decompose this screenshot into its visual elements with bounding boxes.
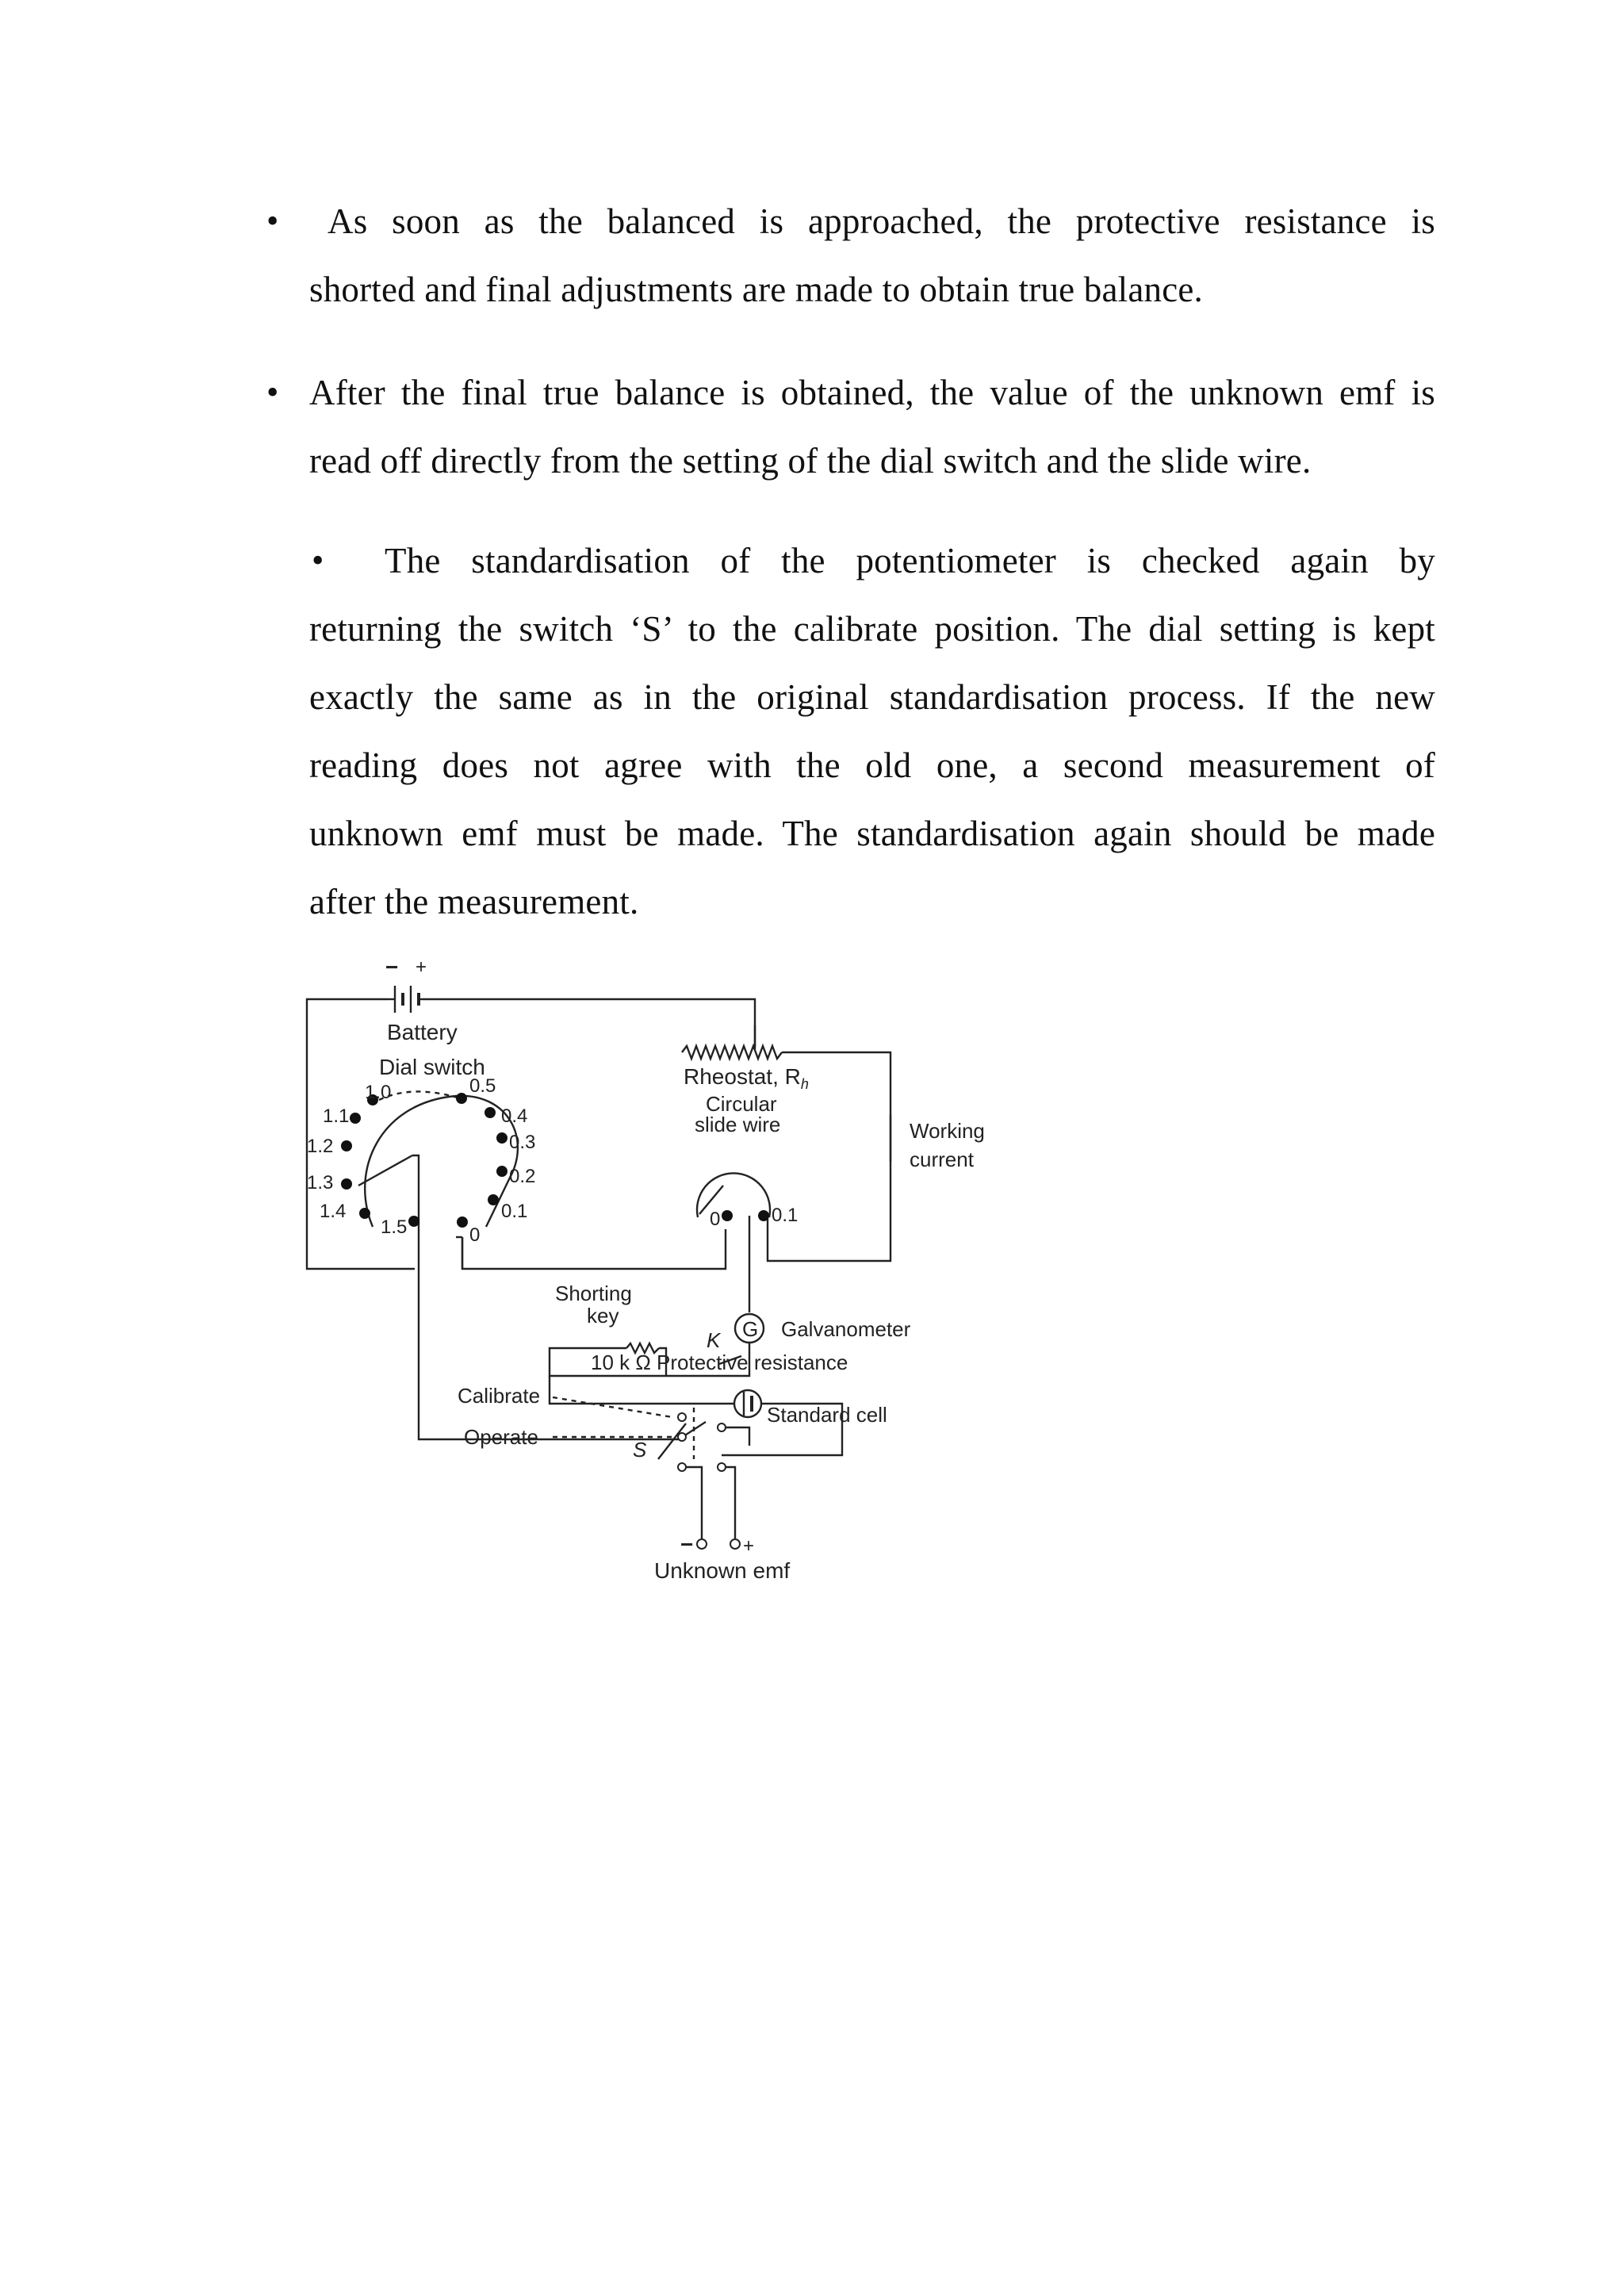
bullet-paragraph-continued xyxy=(309,595,1435,936)
rheostat-label-text: Rheostat, R xyxy=(684,1064,801,1089)
galvanometer-symbol-label: G xyxy=(742,1317,759,1341)
dial-contact xyxy=(488,1194,499,1205)
unknown-minus-label: − xyxy=(680,1532,694,1557)
slide-contact-point-one xyxy=(758,1210,769,1221)
wire xyxy=(685,1467,702,1538)
unknown-emf-terminal xyxy=(697,1539,707,1549)
bullet-paragraph-continued xyxy=(309,255,1435,324)
dial-value-label: 1.5 xyxy=(381,1216,408,1238)
operate-label: Operate xyxy=(464,1425,538,1449)
bullet-symbol: • xyxy=(312,541,324,580)
shorting-key-label: Shorting xyxy=(555,1282,632,1305)
dial-contact xyxy=(341,1140,352,1151)
bullet-symbol: • xyxy=(266,373,279,412)
switch-terminal xyxy=(718,1463,726,1471)
standard-cell-circle xyxy=(734,1390,761,1417)
wire xyxy=(722,1467,735,1538)
wire xyxy=(412,1155,679,1439)
paragraph-line: after the measurement. xyxy=(309,882,639,921)
wire xyxy=(423,999,755,1049)
wire xyxy=(722,1427,749,1446)
circular-slide-wire xyxy=(697,1173,770,1217)
standard-cell-label: Standard cell xyxy=(767,1403,887,1427)
bullet-paragraph xyxy=(309,358,1435,495)
dial-value-label: 1.4 xyxy=(320,1201,347,1222)
dial-value-label: 0 xyxy=(469,1224,481,1246)
wire xyxy=(550,1376,686,1404)
bullet-paragraph xyxy=(327,187,1435,255)
working-current-label: Working xyxy=(910,1119,985,1143)
slide-wire-label: Circular xyxy=(706,1092,777,1116)
paragraph-line: reading does not agree with the old one, a second measurement of xyxy=(309,745,1435,785)
paragraph-line: unknown emf must be made. The standardisation again should be made xyxy=(309,814,1435,853)
dial-contact xyxy=(496,1166,508,1177)
paragraph-line: returning the switch ‘S’ to the calibrate position. The dial setting is kept xyxy=(309,609,1435,649)
working-current-label: current xyxy=(910,1148,974,1171)
dial-value-label: 0.4 xyxy=(501,1105,528,1127)
unknown-plus-label: + xyxy=(743,1535,755,1557)
paragraph-line: After the final true balance is obtained, the value of the unknown emf is xyxy=(309,373,1435,412)
slide-wire-label: slide wire xyxy=(695,1113,781,1136)
dial-value-label: 0.3 xyxy=(509,1132,536,1153)
switch-terminal xyxy=(718,1423,726,1431)
battery-label: Battery xyxy=(387,1020,458,1044)
dial-contact xyxy=(496,1132,508,1144)
dial-contact xyxy=(456,1093,467,1104)
dial-contact xyxy=(408,1216,419,1227)
dial-value-label: 1.1 xyxy=(323,1105,350,1127)
dial-value-label: 1.2 xyxy=(307,1136,334,1157)
battery-minus-label: − xyxy=(385,955,399,979)
dial-contact xyxy=(485,1107,496,1118)
switch-terminal xyxy=(678,1413,686,1421)
dial-value-label: 1.3 xyxy=(307,1172,334,1193)
shorting-key-label: key xyxy=(587,1304,619,1328)
key-k-label: K xyxy=(707,1328,721,1352)
dial-value-label: 0.2 xyxy=(509,1166,536,1187)
paragraph-line: shorted and final adjustments are made to obtain true balance. xyxy=(309,270,1204,309)
dial-contact xyxy=(457,1216,468,1228)
bullet-paragraph xyxy=(385,527,1435,595)
paragraph-line: read off directly from the setting of the dial switch and the slide wire. xyxy=(309,441,1312,481)
switch-terminal xyxy=(678,1433,686,1441)
slide-contact-zero xyxy=(722,1210,733,1221)
wire xyxy=(462,1229,726,1269)
unknown-emf-label: Unknown emf xyxy=(654,1558,791,1583)
galvanometer-label: Galvanometer xyxy=(781,1317,911,1341)
slide-zero-label: 0 xyxy=(710,1209,721,1230)
switch-terminal xyxy=(678,1463,686,1471)
rheostat-resistor xyxy=(682,1046,782,1059)
dial-value-label: 0.5 xyxy=(469,1075,496,1097)
calibrate-dashes xyxy=(553,1397,672,1417)
dial-contact xyxy=(350,1113,361,1124)
dial-switch-label: Dial switch xyxy=(379,1055,485,1079)
protective-resistance-label: 10 k Ω Protective resistance xyxy=(591,1351,848,1374)
paragraph-line: The standardisation of the potentiometer is checked again by xyxy=(385,541,1435,580)
bullet-symbol: • xyxy=(266,201,279,240)
calibrate-label: Calibrate xyxy=(458,1384,541,1408)
slide-point-one-label: 0.1 xyxy=(772,1205,799,1226)
dial-contact xyxy=(359,1208,370,1219)
rheostat-label xyxy=(684,1064,809,1092)
rheostat-subscript: h xyxy=(800,1076,809,1092)
battery-plus-label: + xyxy=(416,956,427,978)
paragraph-line: exactly the same as in the original standardisation process. If the new xyxy=(309,677,1435,717)
dial-value-label: 0.1 xyxy=(501,1201,528,1222)
paragraph-line: As soon as the balanced is approached, the protective resistance is xyxy=(327,201,1435,241)
switch-s-label: S xyxy=(633,1438,647,1462)
dial-value-label: 1.0 xyxy=(365,1082,392,1103)
dial-contact xyxy=(341,1178,352,1190)
unknown-emf-terminal xyxy=(730,1539,740,1549)
potentiometer-circuit-diagram xyxy=(293,948,1007,1590)
